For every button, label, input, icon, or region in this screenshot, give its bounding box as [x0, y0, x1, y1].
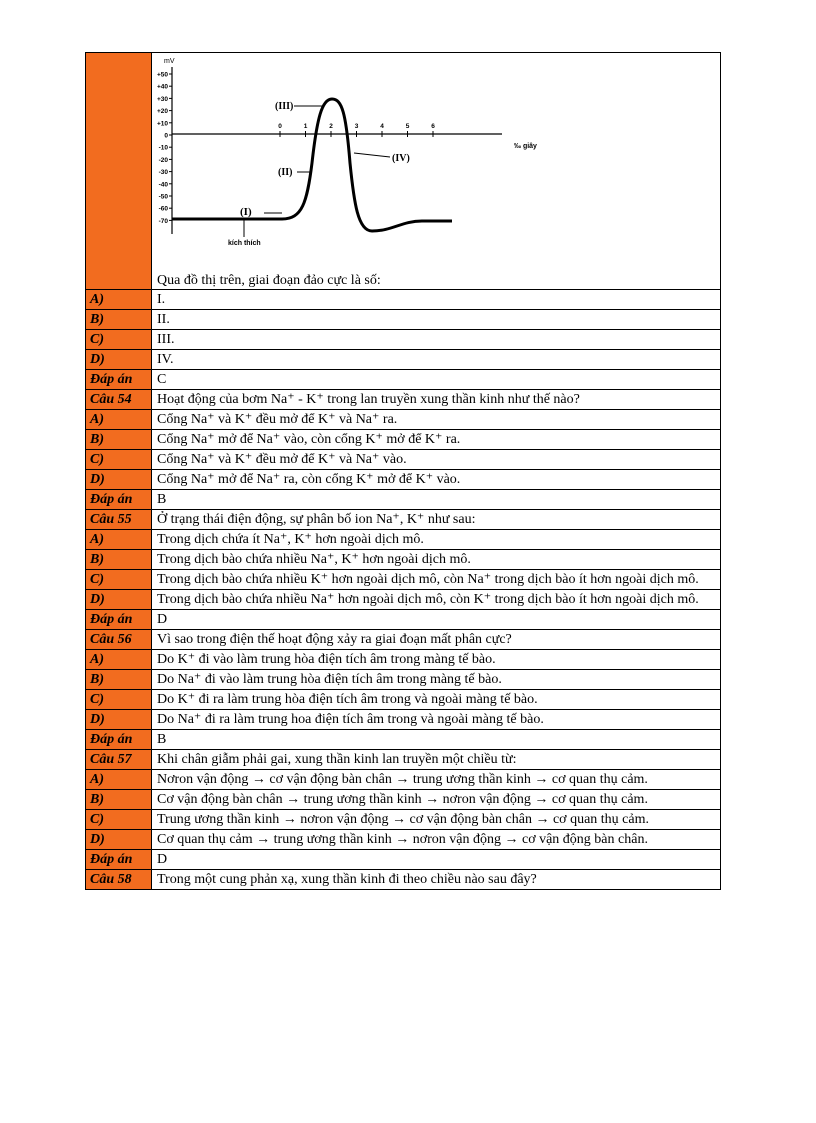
- figure-cell: [152, 53, 721, 290]
- row-text: Cổng Na⁺ và K⁺ đều mở để K⁺ và Na⁺ ra.: [152, 410, 721, 430]
- phase-line-iv: [354, 153, 390, 157]
- table-row: [86, 710, 721, 730]
- row-label: B): [86, 310, 152, 330]
- phase-label-iii: (III): [275, 101, 294, 112]
- row-label: B): [86, 430, 152, 450]
- row-text: Cổng Na⁺ mở để Na⁺ vào, còn cổng K⁺ mở để K⁺ ra.: [152, 430, 721, 450]
- action-potential-chart: [152, 53, 712, 289]
- row-label: C): [86, 810, 152, 830]
- y-tick-label: -50: [158, 193, 168, 201]
- row-text: Trong dịch bào chứa nhiều Na⁺ hơn ngoài dịch mô, còn K⁺ trong dịch bào ít hơn ngoài dịch mô.: [152, 590, 721, 610]
- y-ticks: [157, 72, 172, 225]
- row-text: Ở trạng thái điện động, sự phân bố ion Na⁺, K⁺ như sau:: [152, 510, 721, 530]
- row-text: Khi chân giẫm phải gai, xung thần kinh lan truyền một chiều từ:: [152, 750, 721, 770]
- row-text: Trong dịch chứa ít Na⁺, K⁺ hơn ngoài dịch mô.: [152, 530, 721, 550]
- row-text: B: [152, 730, 721, 750]
- row-label: Câu 57: [86, 750, 152, 770]
- y-tick-label: -10: [158, 144, 168, 152]
- row-label: B): [86, 550, 152, 570]
- y-tick-label: -40: [158, 181, 168, 189]
- row-label: Câu 55: [86, 510, 152, 530]
- row-text: Cơ quan thụ cảm → trung ương thần kinh → nơron vận động → cơ vận động bàn chân.: [152, 830, 721, 850]
- row-label: Đáp án: [86, 850, 152, 870]
- table-row: [86, 670, 721, 690]
- row-text: Cổng Na⁺ và K⁺ đều mở để K⁺ và Na⁺ vào.: [152, 450, 721, 470]
- row-text: B: [152, 490, 721, 510]
- y-tick-label: 0: [164, 132, 168, 140]
- table-row: [86, 870, 721, 890]
- row-text: C: [152, 370, 721, 390]
- row-label: B): [86, 790, 152, 810]
- y-tick-label: +40: [156, 83, 168, 91]
- row-text: III.: [152, 330, 721, 350]
- y-tick-label: -60: [158, 205, 168, 213]
- phase-label-ii: (II): [278, 167, 293, 178]
- table-row: [86, 770, 721, 790]
- stimulus-label: kích thích: [228, 240, 261, 247]
- row-label: Đáp án: [86, 730, 152, 750]
- x-tick-label: 4: [380, 123, 384, 130]
- row-text: Do Na⁺ đi vào làm trung hòa điện tích âm trong màng tế bào.: [152, 670, 721, 690]
- row-label: D): [86, 830, 152, 850]
- table-row: [86, 650, 721, 670]
- row-text: Hoạt động của bơm Na⁺ - K⁺ trong lan truyền xung thần kinh như thế nào?: [152, 390, 721, 410]
- quiz-table: [85, 52, 721, 890]
- row-text: D: [152, 850, 721, 870]
- row-label: Câu 56: [86, 630, 152, 650]
- figure-caption: Qua đồ thị trên, giai đoạn đảo cực là số:: [157, 273, 381, 288]
- row-label: D): [86, 470, 152, 490]
- row-text: Trong một cung phản xạ, xung thần kinh đi theo chiều nào sau đây?: [152, 870, 721, 890]
- row-text: II.: [152, 310, 721, 330]
- table-row: [86, 310, 721, 330]
- row-label: Đáp án: [86, 370, 152, 390]
- table-row: [86, 570, 721, 590]
- row-text: Trung ương thần kinh → nơron vận động → cơ vận động bàn chân → cơ quan thụ cảm.: [152, 810, 721, 830]
- row-label: D): [86, 350, 152, 370]
- figure-row: [86, 53, 721, 290]
- table-row: [86, 370, 721, 390]
- row-label: A): [86, 290, 152, 310]
- table-row: [86, 350, 721, 370]
- row-label: A): [86, 410, 152, 430]
- x-tick-label: 1: [303, 123, 308, 130]
- table-row: [86, 330, 721, 350]
- row-text: Vì sao trong điện thế hoạt động xảy ra giai đoạn mất phân cực?: [152, 630, 721, 650]
- table-row: [86, 690, 721, 710]
- table-row: [86, 790, 721, 810]
- table-row: [86, 630, 721, 650]
- y-tick-label: -30: [158, 169, 168, 177]
- row-text: Trong dịch bào chứa nhiều K⁺ hơn ngoài dịch mô, còn Na⁺ trong dịch bào ít hơn ngoài dịch mô.: [152, 570, 721, 590]
- row-label: D): [86, 590, 152, 610]
- phase-label-iv: (IV): [392, 153, 410, 164]
- x-tick-label: 2: [329, 123, 333, 130]
- table-row: [86, 810, 721, 830]
- row-text: Do K⁺ đi ra làm trung hòa điện tích âm trong và ngoài màng tế bào.: [152, 690, 721, 710]
- y-tick-label: +10: [156, 120, 168, 128]
- row-label: A): [86, 530, 152, 550]
- row-label: Đáp án: [86, 610, 152, 630]
- row-text: I.: [152, 290, 721, 310]
- row-text: Do Na⁺ đi ra làm trung hoa điện tích âm trong và ngoài màng tế bào.: [152, 710, 721, 730]
- y-unit: mV: [164, 58, 175, 65]
- y-tick-label: +20: [156, 108, 168, 116]
- table-row: [86, 830, 721, 850]
- table-row: [86, 610, 721, 630]
- table-row: [86, 850, 721, 870]
- row-label: D): [86, 710, 152, 730]
- row-label: B): [86, 670, 152, 690]
- y-tick-label: -70: [158, 217, 168, 225]
- table-row: [86, 550, 721, 570]
- table-row: [86, 390, 721, 410]
- table-row: [86, 510, 721, 530]
- table-row: [86, 470, 721, 490]
- phase-label-i: (I): [240, 206, 252, 218]
- table-row: [86, 490, 721, 510]
- table-row: [86, 530, 721, 550]
- row-label: C): [86, 450, 152, 470]
- row-label: C): [86, 330, 152, 350]
- row-label: A): [86, 770, 152, 790]
- row-label: C): [86, 690, 152, 710]
- row-label: A): [86, 650, 152, 670]
- row-label: Câu 58: [86, 870, 152, 890]
- table-row: [86, 750, 721, 770]
- x-tick-label: 0: [278, 123, 282, 130]
- y-tick-label: +50: [156, 71, 168, 79]
- row-text: Trong dịch bào chứa nhiều Na⁺, K⁺ hơn ngoài dịch mô.: [152, 550, 721, 570]
- row-label: Đáp án: [86, 490, 152, 510]
- table-row: [86, 590, 721, 610]
- table-row: [86, 730, 721, 750]
- x-tick-label: 5: [405, 123, 410, 130]
- row-label: C): [86, 570, 152, 590]
- row-text: D: [152, 610, 721, 630]
- x-tick-label: 6: [431, 123, 435, 130]
- row-text: Cổng Na⁺ mở để Na⁺ ra, còn cổng K⁺ mở để K⁺ vào.: [152, 470, 721, 490]
- table-row: [86, 430, 721, 450]
- x-ticks: [278, 123, 435, 137]
- action-potential-curve: [172, 99, 452, 231]
- row-text: IV.: [152, 350, 721, 370]
- row-label: Câu 54: [86, 390, 152, 410]
- table-row: [86, 450, 721, 470]
- row-text: Nơron vận động → cơ vận động bàn chân → trung ương thần kinh → cơ quan thụ cảm.: [152, 770, 721, 790]
- table-row: [86, 290, 721, 310]
- y-tick-label: -20: [158, 156, 168, 164]
- figure-label-cell: [86, 53, 152, 290]
- row-text: Do K⁺ đi vào làm trung hòa điện tích âm trong màng tế bào.: [152, 650, 721, 670]
- table-row: [86, 410, 721, 430]
- x-unit: ‰ giây: [514, 143, 537, 150]
- x-tick-label: 3: [354, 123, 359, 130]
- y-tick-label: +30: [156, 95, 168, 103]
- row-text: Cơ vận động bàn chân → trung ương thần kinh → nơron vận động → cơ quan thụ cảm.: [152, 790, 721, 810]
